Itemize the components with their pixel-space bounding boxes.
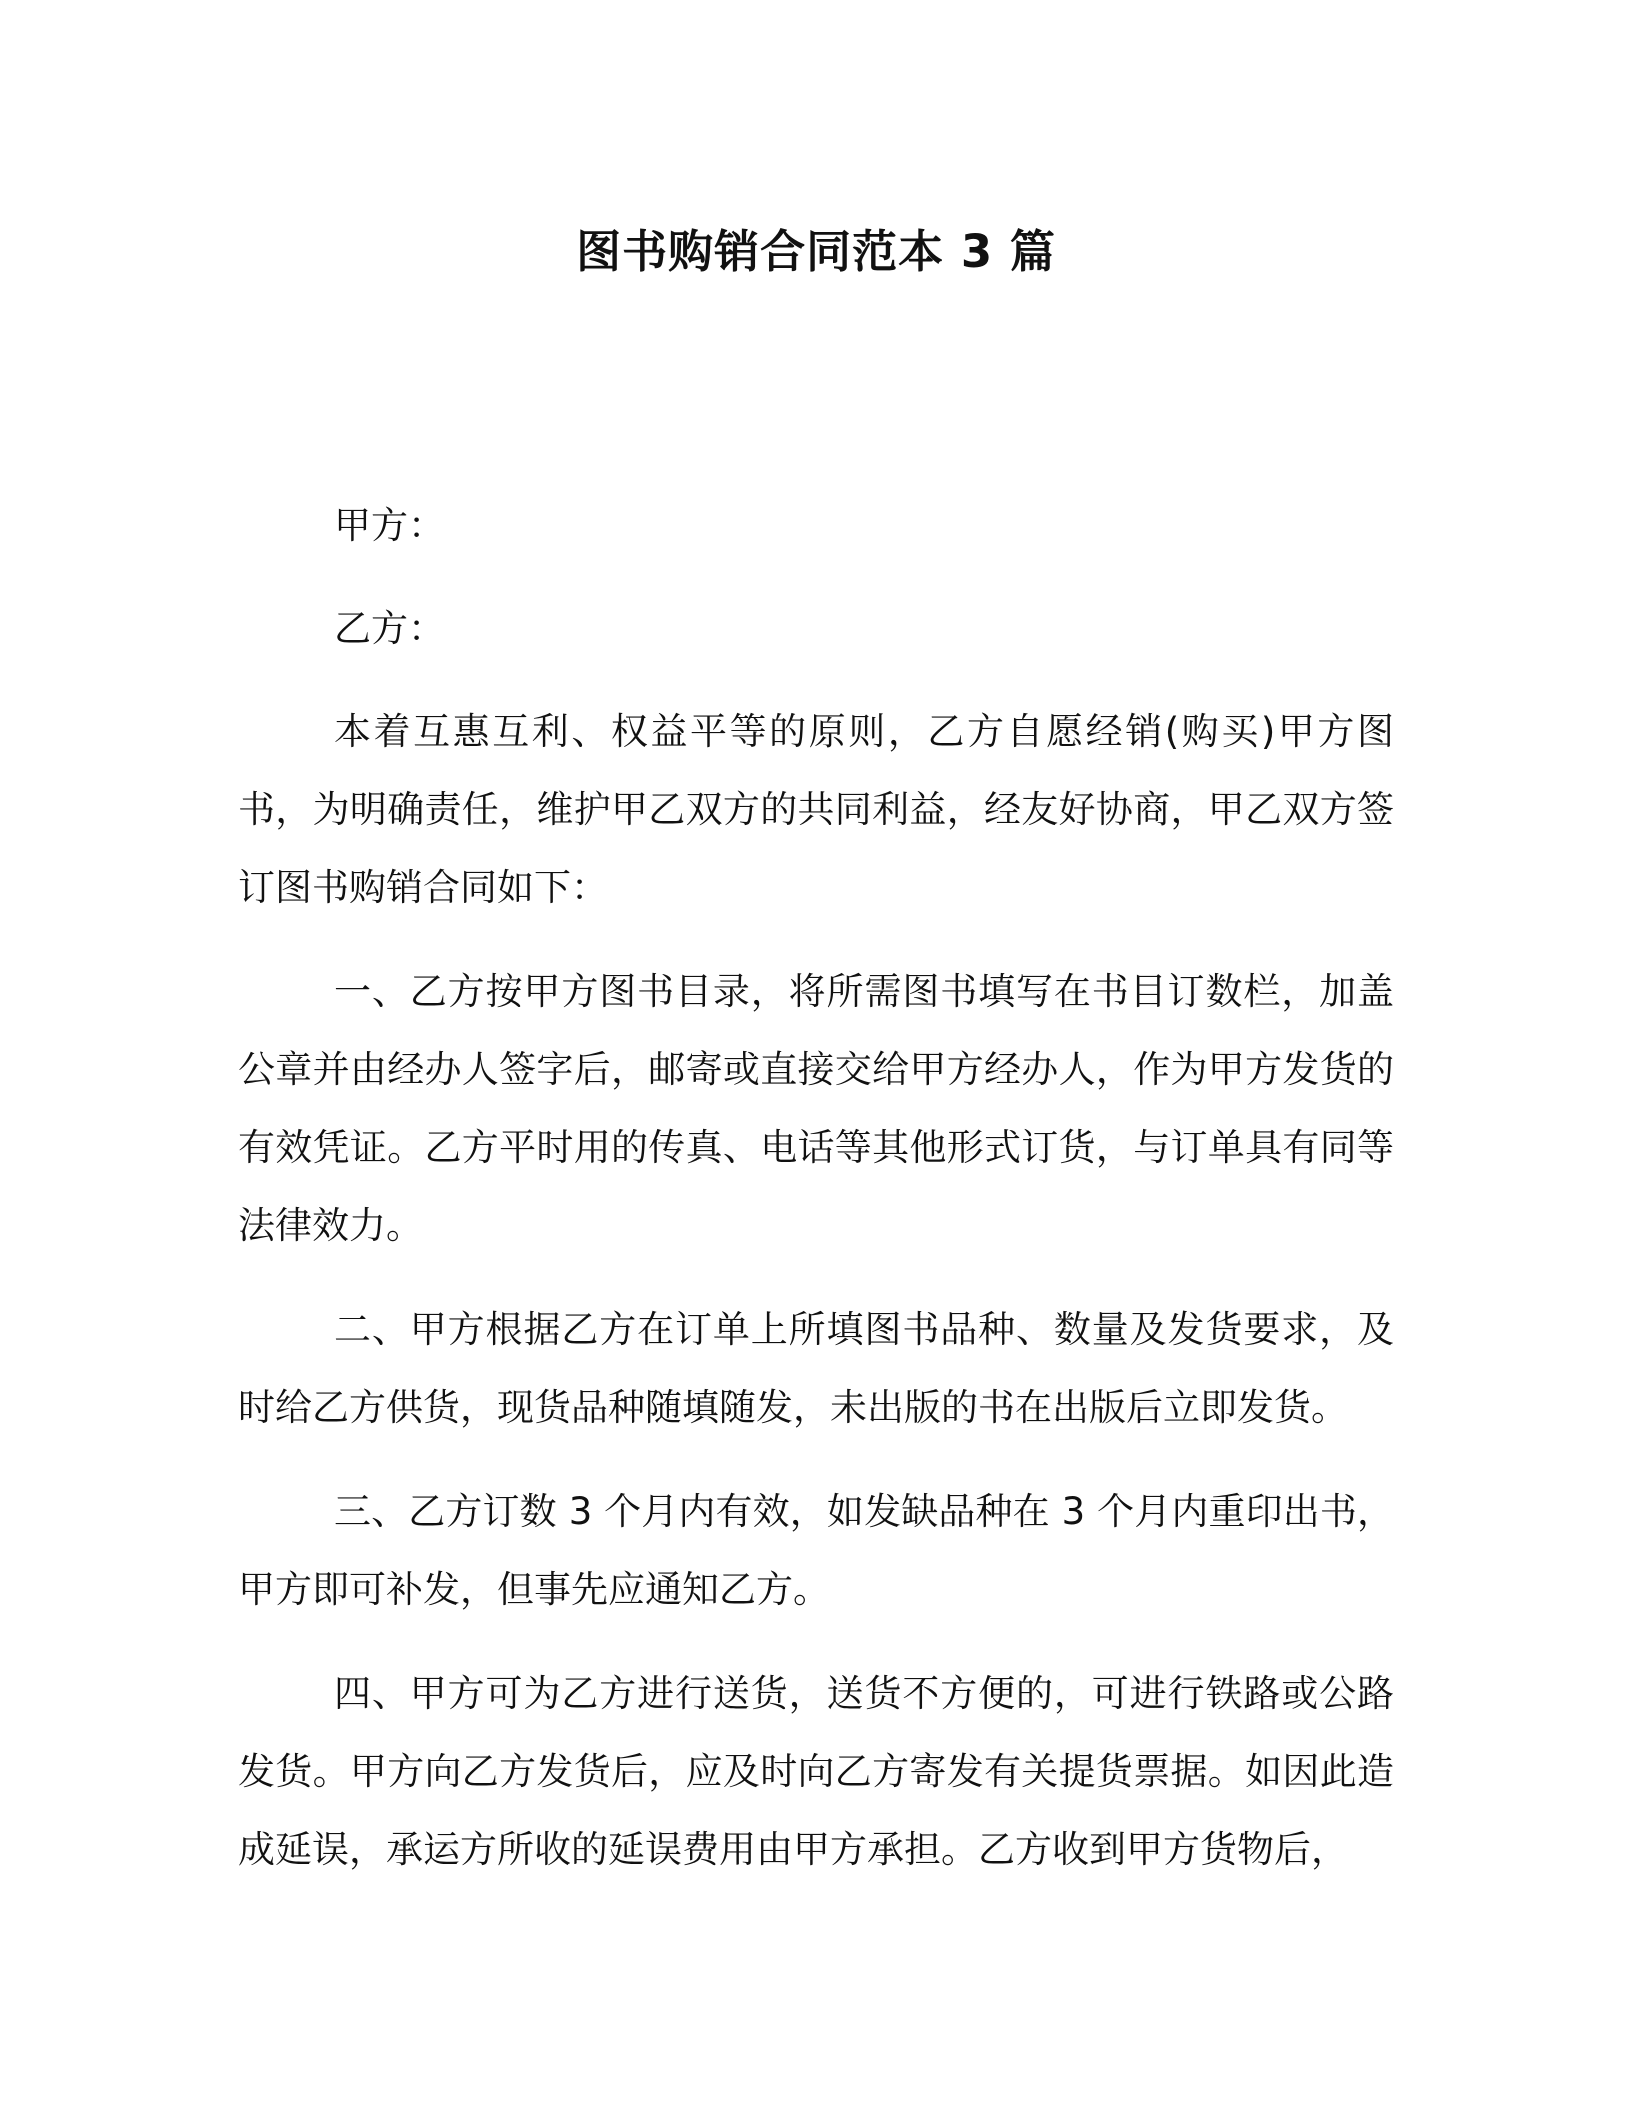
clause-4-paragraph: 四、甲方可为乙方进行送货，送货不方便的，可进行铁路或公路发货。甲方向乙方发货后，应及时向乙方寄发有关提货票据。如因此造成延误，承运方所收的延误费用由甲方承担。乙方收到甲方货物后， — [238, 1672, 1394, 1871]
document-body — [238, 487, 1394, 1915]
clause-3-paragraph: 三、乙方订数 3 个月内有效，如发缺品种在 3 个月内重印出书，甲方即可补发，但事先应通知乙方。 — [238, 1490, 1394, 1611]
party-a-label: 甲方： — [334, 504, 445, 547]
clause-1-paragraph: 一、乙方按甲方图书目录，将所需图书填写在书目订数栏，加盖公章并由经办人签字后，邮寄或直接交给甲方经办人，作为甲方发货的有效凭证。乙方平时用的传真、电话等其他形式订货，与订单具有同等法律效力。 — [238, 970, 1394, 1247]
document-title: 图书购销合同范本 3 篇 — [576, 225, 1056, 278]
party-b-label: 乙方： — [334, 607, 445, 650]
preamble-paragraph: 本着互惠互利、权益平等的原则，乙方自愿经销(购买)甲方图书，为明确责任，维护甲乙双方的共同利益，经友好协商，甲乙双方签订图书购销合同如下： — [238, 710, 1394, 909]
clause-2-paragraph: 二、甲方根据乙方在订单上所填图书品种、数量及发货要求，及时给乙方供货，现货品种随填随发，未出版的书在出版后立即发货。 — [238, 1308, 1394, 1429]
